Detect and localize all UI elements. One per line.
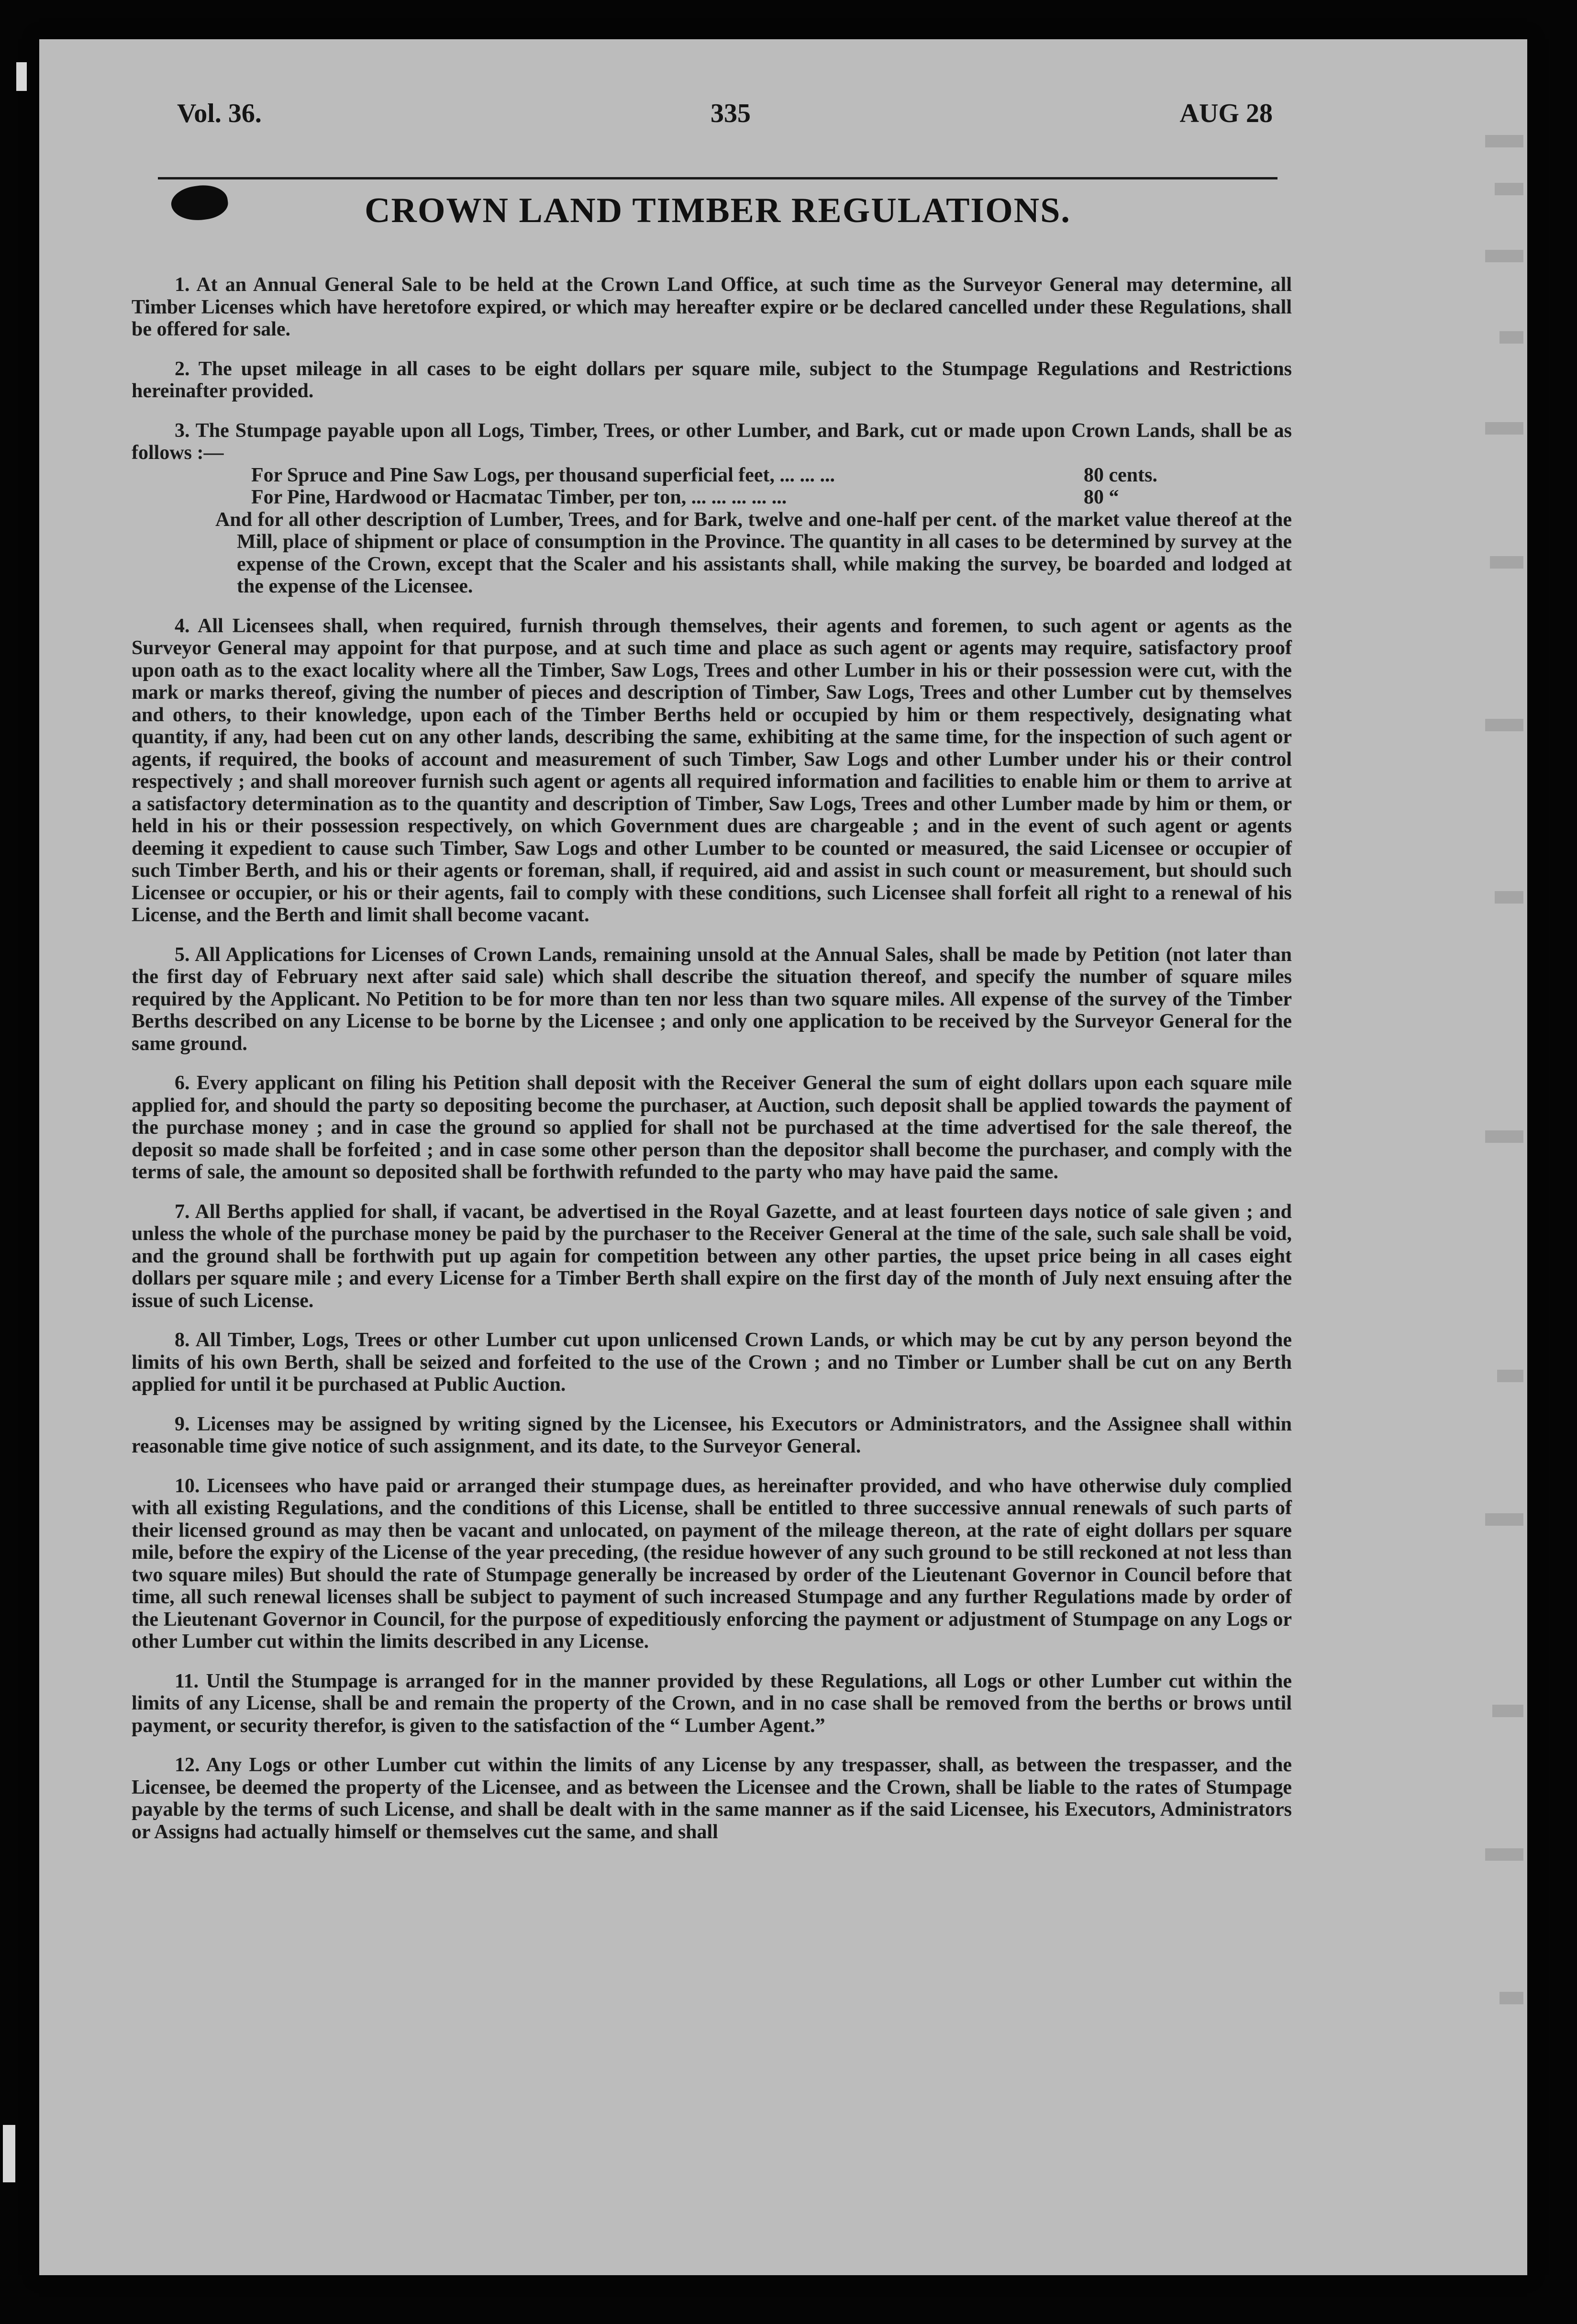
page-edge-mark (16, 62, 27, 91)
regulation-2: 2. The upset mileage in all cases to be eight dollars per square mile, subject to the Stumpage Regulations and Restrictions hereinafter provided. (132, 358, 1292, 402)
regulation-5: 5. All Applications for Licenses of Crown Lands, remaining unsold at the Annual Sales, shall be made by Petition (not later than the first day of February next after said sale) which shall describe the situation thereof, and specify the number of square miles required by the Applicant. No Petition to be for more than ten nor less than two square miles. All expense of the survey of the Timber Berths described on any License to be borne by the Licensee ; and only one application to be received by the Surveyor General for the same ground. (132, 943, 1292, 1055)
page-number: 335 (711, 99, 751, 128)
document-title: CROWN LAND TIMBER REGULATIONS. (365, 191, 1071, 230)
page-edge-mark (3, 2125, 15, 2182)
stumpage-item: For Pine, Hardwood or Hacmatac Timber, per ton, ... ... ... ... ... (251, 486, 787, 508)
stumpage-item: For Spruce and Pine Saw Logs, per thousand superficial feet, ... ... ... (251, 464, 835, 486)
regulation-9: 9. Licenses may be assigned by writing signed by the Licensee, his Executors or Administrators, and the Assignee shall within reasonable time give notice of such assignment, and its date, to the Surveyor General. (132, 1413, 1292, 1457)
stumpage-bark-note: And for all other description of Lumber, Trees, and for Bark, twelve and one-half per cent. of the market value thereof at the Mill, place of shipment or place of consumption in the Province. The quantity in all cases to be determined by survey at the expense of the Crown, except that the Scaler and his assistants shall, while making the survey, be boarded and lodged at the expense of the Licensee. (215, 508, 1292, 597)
regulation-4: 4. All Licensees shall, when required, furnish through themselves, their agents and foremen, to such agent or agents as the Surveyor General may appoint for that purpose, and at such time and place as such agent or agents may require, satisfactory proof upon oath as to the exact locality where all the Timber, Saw Logs, Trees and other Lumber in his or their possession were cut, with the mark or marks thereof, giving the number of pieces and description of Timber, Saw Logs, Trees and other Lumber cut by themselves and others, to their knowledge, upon each of the Timber Berths held or occupied by him or them respectively, designating what quantity, if any, had been cut on any other lands, describing the same, exhibiting at the same time, for the inspection of such agent or agents, if required, the books of account and measurement of such Timber, Saw Logs and other Lumber under his or their control respectively ; and shall moreover furnish such agent or agents all required information and facilities to enable him or them to arrive at a satisfactory determination as to the quantity and description of Timber, Saw Logs, Trees and other Lumber made by him or them, or held in his or their possession respectively, on which Government dues are chargeable ; and in the event of such agent or agents deeming it expedient to cause such Timber, Saw Logs and other Lumber to be counted or measured, the said Licensee or occupier of such Timber Berth, and his or their agents or foreman, shall, if required, aid and assist in such count or measurement, but should such Licensee or occupier, or his or their agents, fail to comply with these conditions, such Licensee shall forfeit all right to a renewal of his License, and the Berth and limit shall become vacant. (132, 615, 1292, 926)
regulations-body (132, 274, 1292, 1860)
stumpage-row-saw-logs (132, 464, 1292, 487)
regulation-10: 10. Licensees who have paid or arranged their stumpage dues, as hereinafter provided, and who have otherwise duly complied with all existing Regulations, and the conditions of this License, shall be entitled to three successive annual renewals of such parts of their licensed ground as may then be vacant and unlocated, on payment of the mileage thereon, at the rate of eight dollars per square mile, before the expiry of the License of the year preceding, (the residue however of any such ground to be still reckoned at not less than two square miles) But should the rate of Stumpage generally be increased by order of the Lieutenant Governor in Council before that time, all such renewal licenses shall be subject to payment of such increased Stumpage and any further Regulations made by order of the Lieutenant Governor in Council, for the purpose of expeditiously enforcing the payment or adjustment of Stumpage on any Logs or other Lumber cut within the limits described in any License. (132, 1475, 1292, 1653)
stumpage-row-timber (132, 486, 1292, 509)
stumpage-rate: 80 “ (1084, 486, 1119, 508)
header-rule (158, 177, 1277, 179)
regulation-6: 6. Every applicant on filing his Petition shall deposit with the Receiver General the sum of eight dollars upon each square mile applied for, and should the party so depositing become the purchaser, at Auction, such deposit shall be applied towards the payment of the purchase money ; and in case the ground so applied for shall not be purchased at the time advertised for the sale thereof, the deposit so made shall be forfeited ; and in case some other person than the depositor shall become the purchaser, and comply with the terms of sale, the amount so deposited shall be forthwith refunded to the party who may have paid the same. (132, 1072, 1292, 1183)
regulation-7: 7. All Berths applied for shall, if vacant, be advertised in the Royal Gazette, and at least fourteen days notice of sale given ; and unless the whole of the purchase money be paid by the purchaser to the Receiver General at the time of the sale, such sale shall be void, and the ground shall be forthwith put up again for competition between any other parties, the upset price being in all cases eight dollars per square mile ; and every License for a Timber Berth shall expire on the first day of the month of July next ensuing after the issue of such License. (132, 1200, 1292, 1312)
regulation-1: 1. At an Annual General Sale to be held at the Crown Land Office, at such time as the Surveyor General may determine, all Timber Licenses which have heretofore expired, or which may hereafter expire or be declared cancelled under these Regulations, shall be offered for sale. (132, 274, 1292, 340)
volume-label: Vol. 36. (177, 99, 262, 128)
header-date: AUG 28 (1179, 99, 1273, 128)
running-header (136, 98, 1285, 141)
regulation-12: 12. Any Logs or other Lumber cut within the limits of any License by any trespasser, shall, as between the trespasser, and the Licensee, be deemed the property of the Licensee, and as between the Licensee and the Crown, shall be liable to the rates of Stumpage payable by the terms of such License, and shall be dealt with in the same manner as if the said Licensee, his Executors, Administrators or Assigns had actually himself or themselves cut the same, and shall (132, 1754, 1292, 1843)
stumpage-rate: 80 cents. (1084, 464, 1157, 486)
regulation-3: 3. The Stumpage payable upon all Logs, Timber, Trees, or other Lumber, and Bark, cut or made upon Crown Lands, shall be as follows :— (132, 419, 1292, 464)
regulation-8: 8. All Timber, Logs, Trees or other Lumber cut upon unlicensed Crown Lands, or which may be cut by any person beyond the limits of his own Berth, shall be seized and forfeited to the use of the Crown ; and no Timber or Lumber shall be cut on any Berth applied for until it be purchased at Public Auction. (132, 1329, 1292, 1396)
bleed-through-text (1475, 125, 1527, 2088)
regulation-11: 11. Until the Stumpage is arranged for in the manner provided by these Regulations, all Logs or other Lumber cut within the limits of any License, shall be and remain the property of the Crown, and in no case shall be removed from the berths or brows until payment, or security therefor, is given to the satisfaction of the “ Lumber Agent.” (132, 1670, 1292, 1737)
